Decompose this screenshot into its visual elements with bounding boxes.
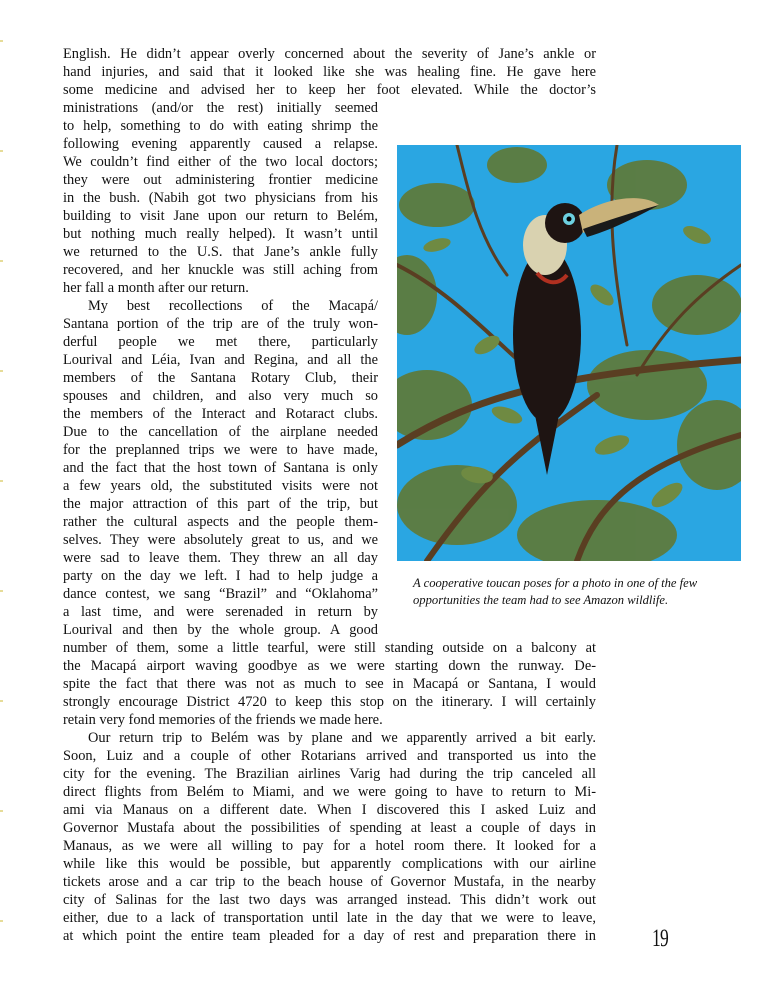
scan-speck bbox=[0, 370, 3, 372]
body-text-line: either, due to a lack of transportation until late in the day that we were to leave, bbox=[63, 910, 596, 926]
paragraph-start-line: My best recollections of the Macapá/ bbox=[88, 298, 378, 314]
body-text-line: derful people we met there, particularly bbox=[63, 334, 378, 350]
body-text-line: a last time, and were serenaded in return by bbox=[63, 604, 378, 620]
body-text-line: direct flights from Belém to Miami, and we were going to have to return to Mi- bbox=[63, 784, 596, 800]
body-text-line: Santana portion of the trip are of the truly won- bbox=[63, 316, 378, 332]
body-text-line: city of Salinas for the last two days was arranged instead. This didn’t work out bbox=[63, 892, 596, 908]
body-text-line: hand injuries, and said that it looked like she was healing fine. He gave here bbox=[63, 64, 596, 80]
body-text-line: strongly encourage District 4720 to keep this stop on the itinerary. I will certainly bbox=[63, 694, 596, 710]
scan-speck bbox=[0, 700, 3, 702]
body-text-line: and the fact that the host town of Santana is only bbox=[63, 460, 378, 476]
toucan-photo bbox=[397, 145, 741, 561]
body-text-line: some medicine and advised her to keep her foot elevated. While the doctor’s bbox=[63, 82, 596, 98]
body-text-line: Governor Mustafa about the possibilities of spending at least a couple of days in bbox=[63, 820, 596, 836]
body-text-line: ministrations (and/or the rest) initially seemed bbox=[63, 100, 378, 116]
body-text-line: following evening apparently caused a relapse. bbox=[63, 136, 378, 152]
body-text-line: Soon, Luiz and a couple of other Rotarians arrived and transported us into the bbox=[63, 748, 596, 764]
body-text-line: in the bush. (Nabih got two physicians from his bbox=[63, 190, 378, 206]
body-text-line: a few years old, the substituted visits were not bbox=[63, 478, 378, 494]
body-text-line: recovered, and her knuckle was still aching from bbox=[63, 262, 378, 278]
page-number: 19 bbox=[652, 925, 669, 952]
scan-speck bbox=[0, 590, 3, 592]
scan-speck bbox=[0, 260, 3, 262]
body-text-line: the members of the Interact and Rotaract clubs. bbox=[63, 406, 378, 422]
body-text-line: but nothing much really helped). It wasn’t until bbox=[63, 226, 378, 242]
body-text-line: spite the fact that there was not as much to see in Macapá or Santana, I would bbox=[63, 676, 596, 692]
scan-speck bbox=[0, 40, 3, 42]
body-text-line: tickets arose and a car trip to the beach house of Governor Mustafa, in the nearby bbox=[63, 874, 596, 890]
body-text-line: number of them, some a little tearful, were still standing outside on a balcony at bbox=[63, 640, 596, 656]
body-text-line: Manaus, as we were all willing to pay for a hotel room there. It looked for a bbox=[63, 838, 596, 854]
scan-speck bbox=[0, 920, 3, 922]
body-text-line: Due to the cancellation of the airplane needed bbox=[63, 424, 378, 440]
body-text-line: at which point the entire team pleaded for a day of rest and preparation there in bbox=[63, 928, 596, 944]
body-text-line: the Macapá airport waving goodbye as we were starting down the runway. De- bbox=[63, 658, 596, 674]
scan-speck bbox=[0, 480, 3, 482]
body-text-line: members of the Santana Rotary Club, their bbox=[63, 370, 378, 386]
body-text-line: while like this would be possible, but apparently complications with our airline bbox=[63, 856, 596, 872]
body-text-line: building to visit Jane upon our return to Belém, bbox=[63, 208, 378, 224]
body-text-line: for the preplanned trips we were to have made, bbox=[63, 442, 378, 458]
body-text-line: the major attraction of this part of the trip, but bbox=[63, 496, 378, 512]
body-text-line: Lourival and then by the whole group. A good bbox=[63, 622, 378, 638]
body-text-line: city for the evening. The Brazilian airlines Varig had during the trip canceled all bbox=[63, 766, 596, 782]
body-text-line: English. He didn’t appear overly concerned about the severity of Jane’s ankle or bbox=[63, 46, 596, 62]
body-text-line: they were out administering frontier medicine bbox=[63, 172, 378, 188]
body-text-line: Lourival and Léia, Ivan and Regina, and all the bbox=[63, 352, 378, 368]
body-text-line: rather the cultural aspects and the people them- bbox=[63, 514, 378, 530]
body-text-line: selves. They were absolutely great to us, and we bbox=[63, 532, 378, 548]
body-text-line: party on the day we left. I had to help judge a bbox=[63, 568, 378, 584]
body-text-line: retain very fond memories of the friends we made here. bbox=[63, 712, 383, 728]
photo-caption-line: A cooperative toucan poses for a photo in one of the few bbox=[413, 576, 698, 590]
body-text-line: were sad to leave them. They threw an all day bbox=[63, 550, 378, 566]
body-text-line: her fall a month after our return. bbox=[63, 280, 249, 296]
body-text-line: we returned to the U.S. that Jane’s ankle fully bbox=[63, 244, 378, 260]
body-text-line: dance contest, we sang “Brazil” and “Oklahoma” bbox=[63, 586, 378, 602]
photo-caption-line: opportunities the team had to see Amazon wildlife. bbox=[413, 593, 669, 607]
scan-speck bbox=[0, 810, 3, 812]
body-text-line: to help, something to do with eating shrimp the bbox=[63, 118, 378, 134]
body-text-line: ami via Manaus on a different date. When I discovered this I asked Luiz and bbox=[63, 802, 596, 818]
body-text-line: We couldn’t find either of the two local doctors; bbox=[63, 154, 378, 170]
body-text-line: spouses and children, and also very much so bbox=[63, 388, 378, 404]
paragraph-start-line: Our return trip to Belém was by plane and we apparently arrived a bit early. bbox=[88, 730, 596, 746]
scan-speck bbox=[0, 150, 3, 152]
